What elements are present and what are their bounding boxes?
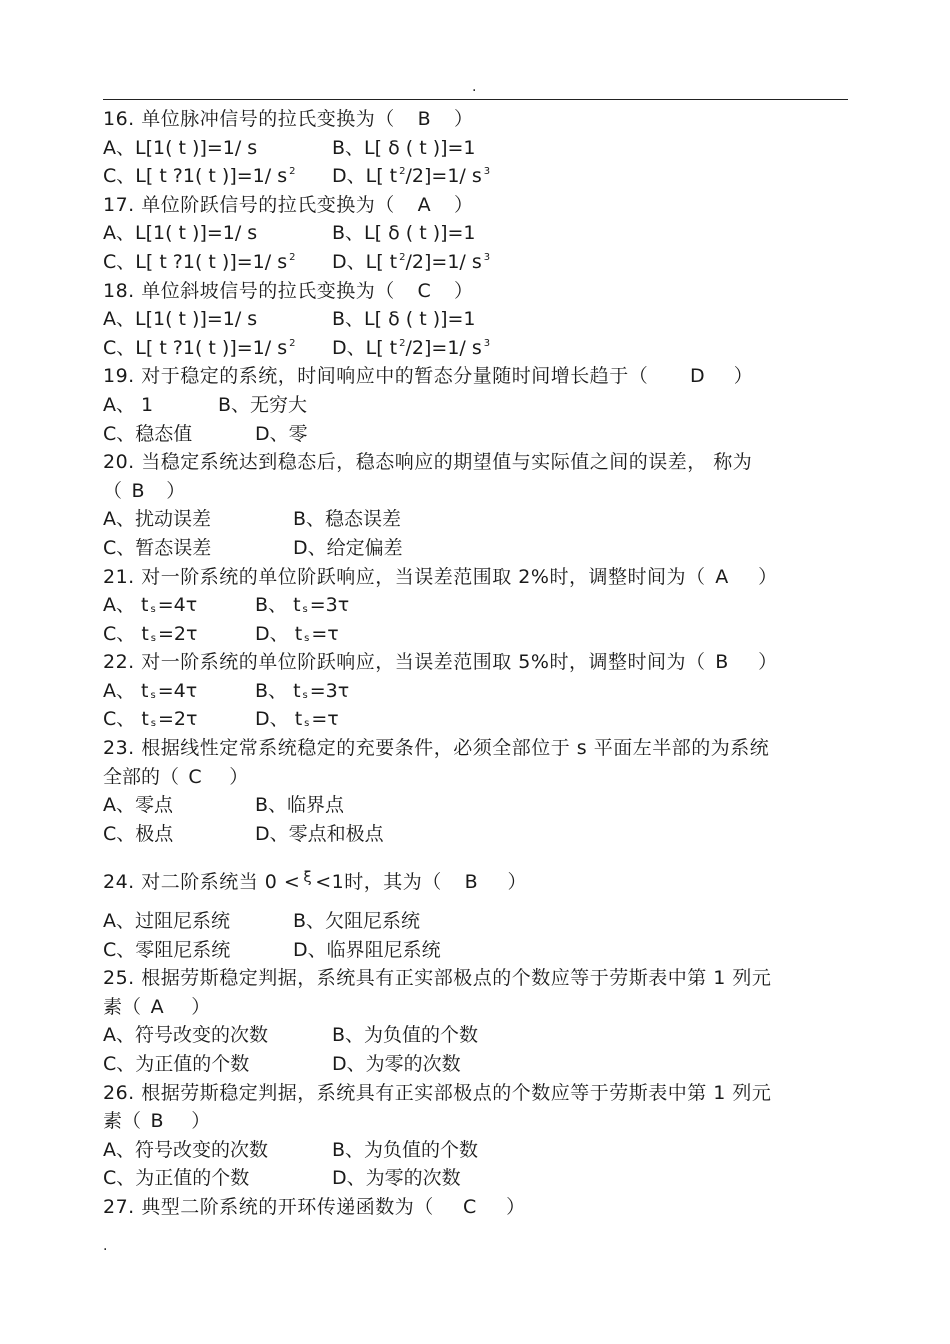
header-rule	[103, 99, 848, 100]
question-19-answer: D	[689, 365, 706, 388]
question-25-answer: A	[150, 995, 164, 1018]
question-17-text: 17. 单位阶跃信号的拉氏变换为（	[103, 193, 395, 216]
option-a: A、L[1( t )]=1/ s	[103, 222, 258, 245]
option-d: D、 t $_s$ =τ	[255, 622, 339, 645]
option-c: C、为正值的个数	[103, 1053, 250, 1075]
option-d: D、L[ t $^2$/2]=1/ s $^3$	[332, 165, 491, 188]
option-d: D、零点和极点	[255, 822, 384, 845]
header-dot: .	[472, 79, 477, 95]
option-b: B、 t $_s$ =3τ	[255, 679, 350, 702]
question-24-answer: B	[464, 871, 479, 894]
option-b: B、为负值的个数	[332, 1024, 479, 1047]
question-21: 21. 对一阶系统的单位阶跃响应，当误差范围取 2%时，调整时间为（ A ）	[103, 563, 853, 592]
option-b: B、L[ δ ( t )]=1	[332, 308, 476, 331]
question-25-text: 25. 根据劳斯稳定判据，系统具有正实部极点的个数应等于劳斯表中第 1 列元	[103, 967, 772, 990]
question-27-answer: C	[463, 1195, 477, 1218]
option-b: B、L[ δ ( t )]=1	[332, 136, 476, 159]
option-d: D、L[ t $^2$/2]=1/ s $^3$	[332, 250, 491, 273]
option-b: B、L[ δ ( t )]=1	[332, 222, 476, 245]
option-a: A、 t $_s$ =4τ	[103, 594, 198, 617]
option-b: B、欠阻尼系统	[293, 910, 421, 933]
question-23-text: 23. 根据线性定常系统稳定的充要条件，必须全部位于 s 平面左半部的为系统	[103, 737, 770, 760]
question-26	[103, 1079, 853, 1108]
option-c: C、稳态值	[103, 422, 193, 445]
question-25-options-row2	[103, 1050, 853, 1079]
question-22-text: 22. 对一阶系统的单位阶跃响应，当误差范围取 5%时，调整时间为（	[103, 651, 706, 674]
xi-symbol: ξ	[303, 868, 313, 887]
option-b: B、临界点	[255, 794, 345, 817]
question-18-text: 18. 单位斜坡信号的拉氏变换为（	[103, 279, 395, 302]
option-a: A、符号改变的次数	[103, 1024, 268, 1047]
question-19-options-row2	[103, 420, 853, 449]
question-18: 18. 单位斜坡信号的拉氏变换为（ C ）	[103, 277, 853, 306]
option-c: C、L[ t ?1( t )]=1/ s $^2$	[103, 165, 296, 188]
question-16-options-row1	[103, 134, 853, 163]
question-23-options-row1	[103, 791, 853, 820]
question-22-options-row1	[103, 677, 853, 706]
option-c: C、 t $_s$ =2τ	[103, 622, 198, 645]
question-16	[103, 105, 853, 134]
question-24-text: 24. 对二阶系统当 0 <	[103, 871, 301, 894]
option-b: B、无穷大	[218, 393, 308, 416]
question-19-text: 19. 对于稳定的系统，时间响应中的暂态分量随时间增长趋于（	[103, 365, 649, 388]
option-a: A、零点	[103, 794, 173, 817]
option-a: A、符号改变的次数	[103, 1138, 268, 1161]
question-22-options-row2	[103, 705, 853, 734]
question-26-options-row2	[103, 1164, 853, 1193]
question-23-line2: 全部的（ C ）	[103, 763, 853, 792]
question-20-line2: （ B ）	[103, 477, 853, 506]
option-b: B、 t $_s$ =3τ	[255, 594, 350, 617]
option-b: B、稳态误差	[293, 508, 402, 531]
option-c: C、零阻尼系统	[103, 938, 231, 961]
question-21-answer: A	[715, 565, 729, 588]
option-d: D、为零的次数	[332, 1053, 461, 1075]
option-a: A、L[1( t )]=1/ s	[103, 136, 258, 159]
question-18-options-row2	[103, 334, 853, 363]
question-20-options-row2	[103, 534, 853, 563]
option-d: D、L[ t $^2$/2]=1/ s $^3$	[332, 336, 491, 359]
question-22-answer: B	[715, 651, 729, 674]
question-20-answer: B	[131, 479, 145, 502]
question-26-options-row1	[103, 1136, 853, 1165]
question-23-options-row2	[103, 820, 853, 849]
question-16-close: ）	[454, 108, 474, 130]
option-b: B、为负值的个数	[332, 1138, 479, 1161]
question-19: 19. 对于稳定的系统，时间响应中的暂态分量随时间增长趋于（ D ）	[103, 362, 853, 391]
question-25-options-row1	[103, 1021, 853, 1050]
question-24: 24. 对二阶系统当 0 < $^\xi$ <1时，其为（ B ）	[103, 863, 853, 892]
question-16-options-row2	[103, 162, 853, 191]
option-a: A、L[1( t )]=1/ s	[103, 308, 258, 331]
question-17: 17. 单位阶跃信号的拉氏变换为（ A ）	[103, 191, 853, 220]
option-c: C、暂态误差	[103, 536, 212, 559]
option-a: A、过阻尼系统	[103, 910, 230, 933]
option-c: C、为正值的个数	[103, 1167, 250, 1190]
question-24-options-row2	[103, 936, 853, 965]
question-21-options-row1	[103, 591, 853, 620]
question-16-answer: B	[417, 108, 432, 130]
option-d: D、 t $_s$ =τ	[255, 708, 339, 731]
question-21-options-row2	[103, 620, 853, 649]
option-d: D、零	[255, 422, 308, 445]
option-a: A、 1	[103, 393, 154, 416]
question-17-options-row2	[103, 248, 853, 277]
option-c: C、极点	[103, 822, 174, 845]
question-26-text: 26. 根据劳斯稳定判据，系统具有正实部极点的个数应等于劳斯表中第 1 列元	[103, 1081, 772, 1104]
question-27: 27. 典型二阶系统的开环传递函数为（ C ）	[103, 1193, 853, 1222]
option-c: C、 t $_s$ =2τ	[103, 708, 198, 731]
question-20	[103, 448, 853, 477]
question-22: 22. 对一阶系统的单位阶跃响应，当误差范围取 5%时，调整时间为（ B ）	[103, 648, 853, 677]
question-23-answer: C	[188, 765, 202, 788]
question-19-options-row1	[103, 391, 853, 420]
option-d: D、给定偏差	[293, 536, 403, 559]
question-17-answer: A	[417, 193, 432, 216]
question-21-text: 21. 对一阶系统的单位阶跃响应，当误差范围取 2%时，调整时间为（	[103, 565, 706, 588]
question-24-options-row1	[103, 907, 853, 936]
question-26-answer: B	[150, 1110, 164, 1133]
option-c: C、L[ t ?1( t )]=1/ s $^2$	[103, 336, 296, 359]
question-27-text: 27. 典型二阶系统的开环传递函数为（	[103, 1195, 434, 1218]
question-25	[103, 964, 853, 993]
question-18-options-row1	[103, 305, 853, 334]
option-c: C、L[ t ?1( t )]=1/ s $^2$	[103, 250, 296, 273]
question-23	[103, 734, 853, 763]
question-20-options-row1	[103, 505, 853, 534]
option-d: D、临界阻尼系统	[293, 938, 441, 961]
question-26-line2: 素（ B ）	[103, 1107, 853, 1136]
question-25-line2: 素（ A ）	[103, 993, 853, 1022]
question-20-text: 20. 当稳定系统达到稳态后，稳态响应的期望值与实际值之间的误差， 称为	[103, 451, 753, 474]
question-17-options-row1	[103, 219, 853, 248]
question-18-answer: C	[417, 279, 432, 302]
option-d: D、为零的次数	[332, 1167, 461, 1190]
footer-dot: .	[103, 1238, 108, 1254]
option-a: A、 t $_s$ =4τ	[103, 679, 198, 702]
document-body	[103, 105, 853, 1222]
option-a: A、扰动误差	[103, 508, 211, 531]
question-16-text: 16. 单位脉冲信号的拉氏变换为（	[103, 108, 395, 130]
